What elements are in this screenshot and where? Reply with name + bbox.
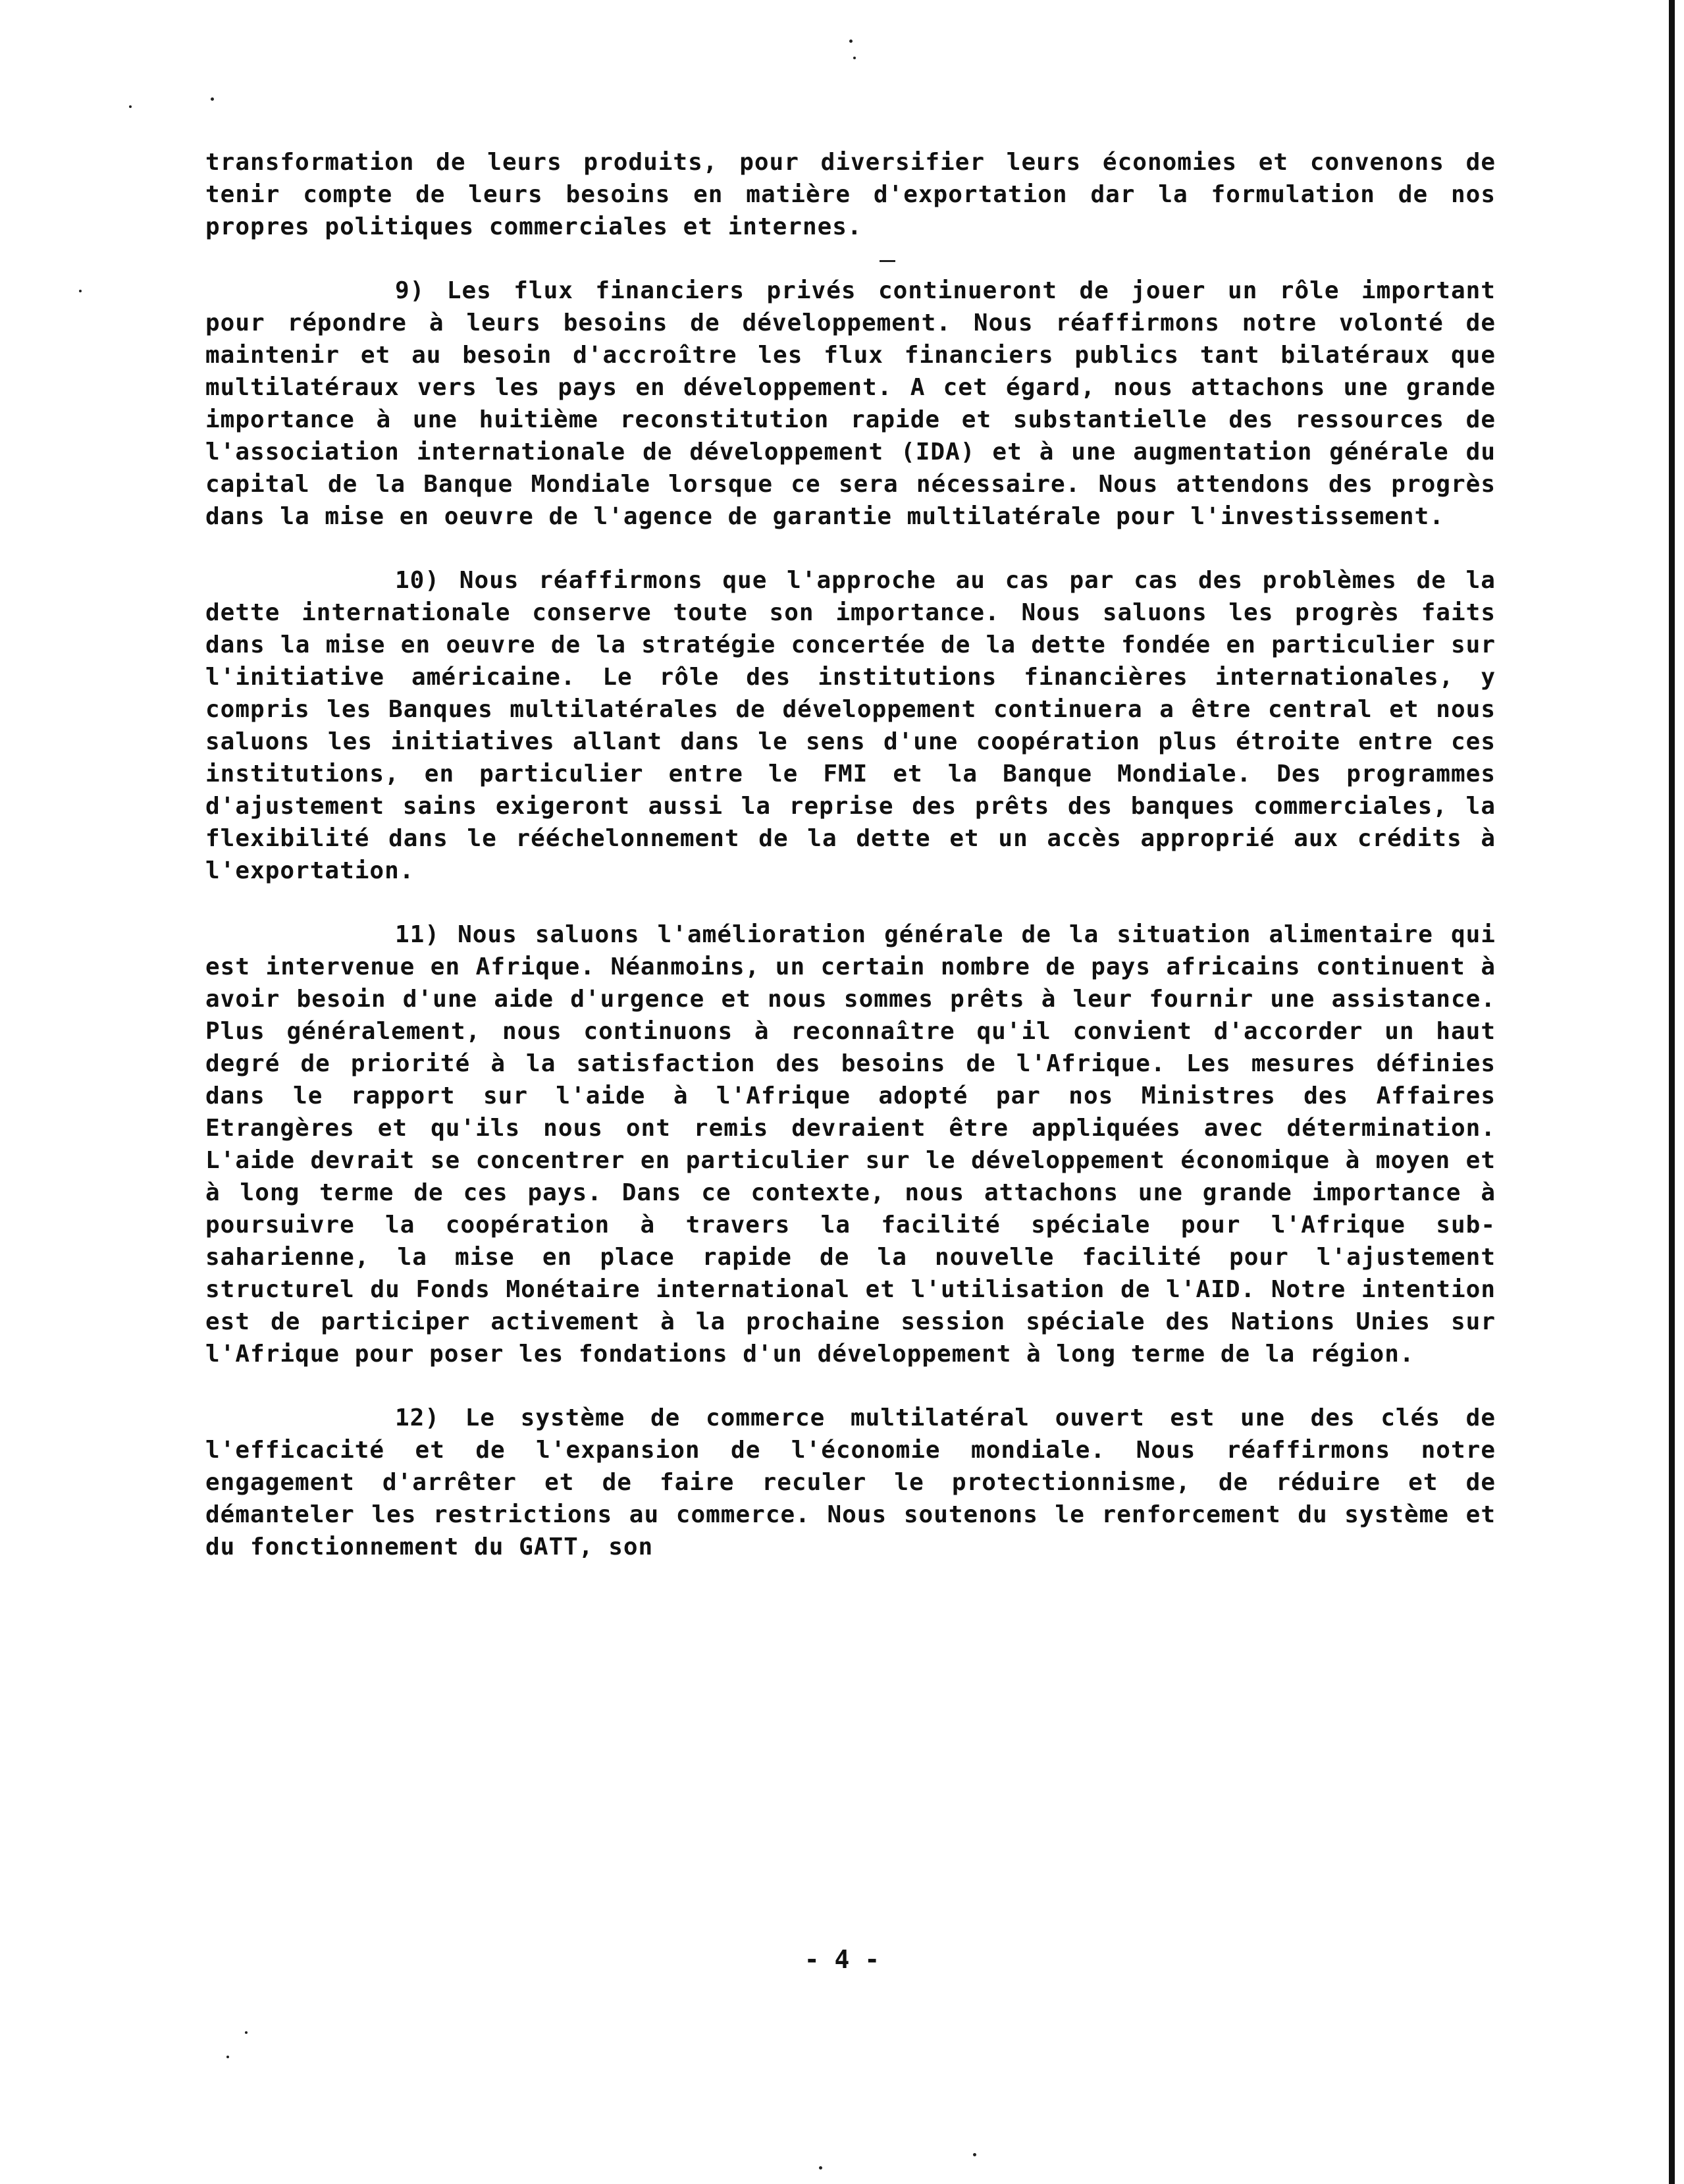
document-body: [205, 146, 1496, 1595]
scan-speck: [129, 105, 132, 108]
paragraph-number: 9): [395, 277, 425, 304]
scan-speck: [226, 2056, 229, 2058]
paragraph-number: 10): [395, 567, 440, 594]
scan-speck: [819, 2166, 822, 2170]
paragraph-text: Nous réaffirmons que l'approche au cas par cas des problèmes de la dette internationale conserve toute son importance. Nous saluons les progrès faits dans la mise en oeuvre de la stratégie concertée de la dette fondée en particulier sur l'initiative américaine. Le rôle des institutions financières internationales, y compris les Banques multilatérales de développement continuera a être central et nous saluons les initiatives allant dans le sens d'une coopération plus étroite entre ces institutions, en particulier entre le FMI et la Banque Mondiale. Des programmes d'ajustement sains exigeront aussi la reprise des prêts des banques commerciales, la flexibilité dans le rééchelonnement de la dette et un accès approprié aux crédits à l'exportation.: [205, 567, 1496, 884]
paragraph-10: [205, 564, 1496, 887]
scan-speck: [245, 2031, 248, 2034]
scan-speck: [973, 2153, 976, 2156]
paragraph-text: Nous saluons l'amélioration générale de la situation alimentaire qui est intervenue en Afrique. Néanmoins, un certain nombre de pays africains continuent à avoir besoin d'une aide d'urgence et nous sommes prêts à leur fournir une assistance. Plus généralement, nous continuons à reconnaître qu'il convient d'accorder un haut degré de priorité à la satisfaction des besoins de l'Afrique. Les mesures définies dans le rapport sur l'aide à l'Afrique adopté par nos Ministres des Affaires Etrangères et qu'ils nous ont remis devraient être appliquées avec détermination. L'aide devrait se concentrer en particulier sur le développement économique à moyen et à long terme de ces pays. Dans ce contexte, nous attachons une grande importance à poursuivre la coopération à travers la facilité spéciale pour l'Afrique sub-saharienne, la mise en place rapide de la nouvelle facilité pour l'ajustement structurel du Fonds Monétaire international et l'utilisation de l'AID. Notre intention est de participer activement à la prochaine session spéciale des Nations Unies sur l'Afrique pour poser les fondations d'un développement à long terme de la région.: [205, 921, 1496, 1368]
paragraph-continuation: [205, 146, 1496, 243]
scan-speck: [853, 57, 856, 59]
paragraph-text: transformation de leurs produits, pour diversifier leurs économies et convenons de tenir compte de leurs besoins en matière d'exportation dar la formulation de nos propres politiques commerciales et internes.: [205, 149, 1496, 240]
paragraph-text: Les flux financiers privés continueront de jouer un rôle important pour répondre à leurs besoins de développement. Nous réaffirmons notre volonté de maintenir et au besoin d'accroître les flux financiers publics tant bilatéraux que multilatéraux vers les pays en développement. A cet égard, nous attachons une grande importance à une huitième reconstitution rapide et substantielle des ressources de l'association internationale de développement (IDA) et à une augmentation générale du capital de la Banque Mondiale lorsque ce sera nécessaire. Nous attendons des progrès dans la mise en oeuvre de l'agence de garantie multilatérale pour l'investissement.: [205, 277, 1496, 530]
scan-speck: [211, 97, 214, 101]
paragraph-9: [205, 275, 1496, 533]
paragraph-number: 12): [395, 1404, 440, 1431]
paragraph-text: Le système de commerce multilatéral ouvert est une des clés de l'efficacité et de l'expansion de l'économie mondiale. Nous réaffirmons notre engagement d'arrêter et de faire reculer le protectionnisme, de réduire et de démanteler les restrictions au commerce. Nous soutenons le renforcement du système et du fonctionnement du GATT, son: [205, 1404, 1496, 1560]
paragraph-11: [205, 919, 1496, 1370]
scan-speck: [849, 40, 853, 43]
scan-border-line: [1669, 0, 1675, 2184]
paragraph-number: 11): [395, 921, 440, 948]
page-number: - 4 -: [804, 1945, 880, 1974]
paragraph-12: [205, 1402, 1496, 1563]
scan-speck: [79, 290, 82, 292]
